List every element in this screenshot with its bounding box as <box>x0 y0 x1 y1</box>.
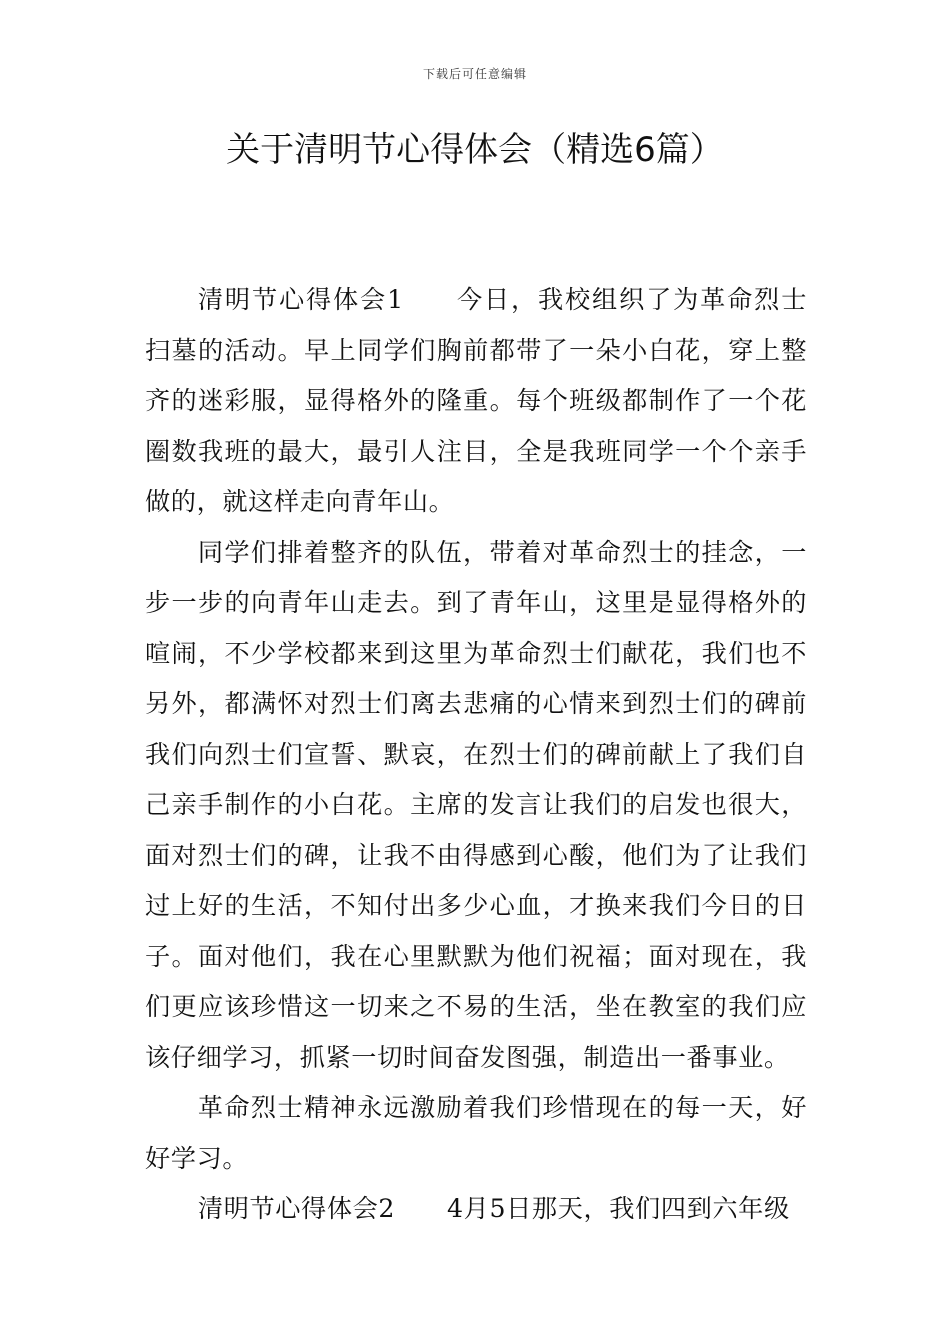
section-1-heading: 清明节心得体会1 <box>197 285 404 314</box>
document-title: 关于清明节心得体会（精选6篇） <box>226 130 724 170</box>
section-1-intro: 今日，我校组织了为革命烈士扫墓的活动。早上同学们胸前都带了一朵小白花，穿上整齐的迷彩服，显得格外的隆重。每个班级都制作了一个花圈数我班的最大，最引人注目，全是我班同学一个个亲手做的，就这样走向青年山。 <box>145 285 807 516</box>
section-2-intro: 4月5日那天，我们四到六年级 <box>447 1194 790 1223</box>
section-1-opening-paragraph <box>145 275 807 528</box>
section-1-paragraph-3: 革命烈士精神永远激励着我们珍惜现在的每一天，好好学习。 <box>145 1093 807 1173</box>
section-2-opening-paragraph <box>145 1184 807 1235</box>
document-body <box>145 275 807 1235</box>
header-note: 下载后可任意编辑 <box>422 67 527 81</box>
section-2-heading: 清明节心得体会2 <box>197 1194 396 1223</box>
section-1-paragraph-2: 同学们排着整齐的队伍，带着对革命烈士的挂念，一步一步的向青年山走去。到了青年山，这里是显得格外的喧闹，不少学校都来到这里为革命烈士们献花，我们也不另外，都满怀对烈士们离去悲痛的心情来到烈士们的碑前我们向烈士们宣誓、默哀，在烈士们的碑前献上了我们自己亲手制作的小白花。主席的发言让我们的启发也很大，面对烈士们的碑，让我不由得感到心酸，他们为了让我们过上好的生活，不知付出多少心血，才换来我们今日的日子。面对他们，我在心里默默为他们祝福；面对现在，我们更应该珍惜这一切来之不易的生活，坐在教室的我们应该仔细学习，抓紧一切时间奋发图强，制造出一番事业。 <box>145 537 807 1072</box>
